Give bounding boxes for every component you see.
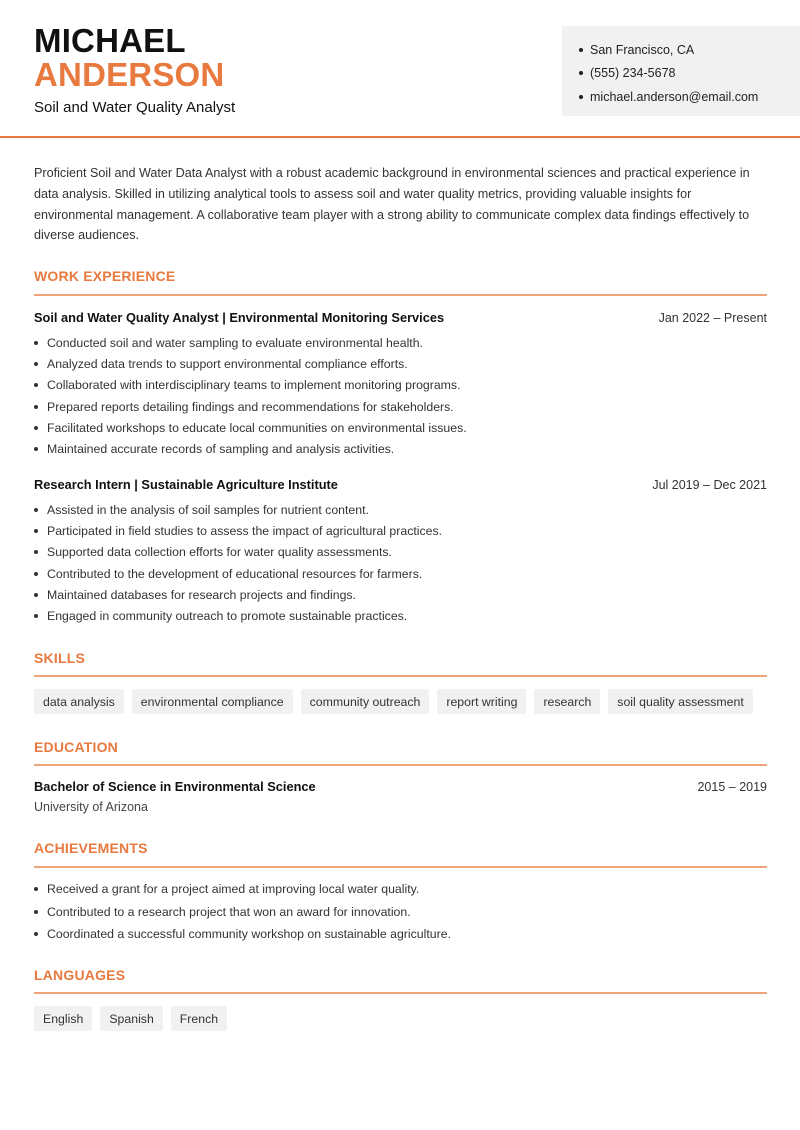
bullet-icon: [34, 910, 38, 914]
bullet-icon: [34, 341, 38, 345]
language-tag: English: [34, 1006, 92, 1031]
work-entry-title: Research Intern | Sustainable Agriculture Institute: [34, 477, 338, 492]
bullet-icon: [34, 550, 38, 554]
education-school: University of Arizona: [34, 800, 148, 814]
section-divider: [34, 992, 767, 994]
bullet-icon: [34, 508, 38, 512]
list-item-text: Contributed to a research project that won an award for innovation.: [47, 904, 411, 919]
section-divider: [34, 764, 767, 766]
bullet-icon: [34, 593, 38, 597]
bullet-icon: [34, 362, 38, 366]
section-divider: [34, 294, 767, 296]
bullet-icon: [34, 447, 38, 451]
list-item-text: Facilitated workshops to educate local communities on environmental issues.: [47, 420, 467, 435]
section-divider: [34, 866, 767, 868]
bullet-icon: [34, 426, 38, 430]
list-item: [34, 878, 767, 900]
job-title: Soil and Water Quality Analyst: [34, 99, 236, 116]
contact-location-text: San Francisco, CA: [590, 42, 695, 57]
languages-section-title: LANGUAGES: [34, 967, 126, 983]
list-item: [34, 563, 767, 584]
bullet-icon: [34, 572, 38, 576]
list-item-text: Contributed to the development of educational resources for farmers.: [47, 566, 423, 581]
skill-tag: research: [534, 689, 600, 714]
list-item-text: Conducted soil and water sampling to evaluate environmental health.: [47, 335, 423, 350]
contact-box: [562, 26, 800, 116]
contact-location: [579, 38, 800, 62]
contact-email-text: michael.anderson@email.com: [590, 89, 759, 104]
bullet-icon: [34, 383, 38, 387]
work-entry-bullets: [34, 332, 767, 460]
list-item-text: Maintained databases for research projects and findings.: [47, 587, 356, 602]
list-item-text: Engaged in community outreach to promote sustainable practices.: [47, 609, 408, 624]
section-divider: [34, 675, 767, 677]
list-item-text: Assisted in the analysis of soil samples for nutrient content.: [47, 502, 369, 517]
bullet-icon: [34, 887, 38, 891]
bullet-icon: [579, 95, 583, 99]
work-section-title: WORK EXPERIENCE: [34, 268, 176, 284]
skill-tag: community outreach: [301, 689, 430, 714]
list-item: [34, 353, 767, 374]
contact-phone: [579, 62, 800, 86]
list-item: [34, 923, 767, 945]
list-item: [34, 375, 767, 396]
list-item-text: Analyzed data trends to support environmental compliance efforts.: [47, 356, 408, 371]
education-degree: Bachelor of Science in Environmental Science: [34, 779, 316, 794]
contact-phone-text: (555) 234-5678: [590, 66, 676, 81]
work-entry-header: [34, 310, 767, 325]
work-entry-bullets: [34, 499, 767, 627]
last-name: ANDERSON: [34, 56, 225, 93]
list-item-text: Supported data collection efforts for water quality assessments.: [47, 545, 392, 560]
contact-email: [579, 85, 800, 109]
list-item: [34, 438, 767, 459]
resume-header: [0, 0, 800, 138]
education-section-title: EDUCATION: [34, 739, 118, 755]
list-item: [34, 499, 767, 520]
bullet-icon: [34, 932, 38, 936]
bullet-icon: [34, 529, 38, 533]
education-entry-header: [34, 779, 767, 794]
skills-list: [34, 689, 753, 714]
work-entry-title: Soil and Water Quality Analyst | Environmental Monitoring Services: [34, 310, 445, 325]
skill-tag: report writing: [437, 689, 526, 714]
list-item-text: Prepared reports detailing findings and recommendations for stakeholders.: [47, 399, 454, 414]
skill-tag: data analysis: [34, 689, 124, 714]
work-entry-dates: Jan 2022 – Present: [658, 311, 767, 325]
skill-tag: soil quality assessment: [608, 689, 752, 714]
bullet-icon: [579, 71, 583, 75]
list-item: [34, 542, 767, 563]
bullet-icon: [34, 614, 38, 618]
list-item: [34, 396, 767, 417]
list-item-text: Participated in field studies to assess the impact of agricultural practices.: [47, 523, 443, 538]
education-dates: 2015 – 2019: [697, 780, 767, 794]
work-entry-dates: Jul 2019 – Dec 2021: [652, 478, 767, 492]
list-item-text: Coordinated a successful community workshop on sustainable agriculture.: [47, 926, 451, 941]
skills-section-title: SKILLS: [34, 650, 85, 666]
achievements-list: [34, 878, 767, 945]
list-item-text: Maintained accurate records of sampling and analysis activities.: [47, 442, 395, 457]
summary: Proficient Soil and Water Data Analyst with a robust academic background in environmental sciences and practical experience in data analysis. Skilled in utilizing analytical tools to assess soil and water quality metrics, providing valuable insights for environmental management. A collaborative team player with a strong ability to communicate complex data findings effectively to diverse audiences.: [34, 166, 750, 243]
achievements-section-title: ACHIEVEMENTS: [34, 840, 148, 856]
bullet-icon: [34, 405, 38, 409]
list-item: [34, 900, 767, 922]
list-item: [34, 520, 767, 541]
bullet-icon: [579, 48, 583, 52]
list-item-text: Collaborated with interdisciplinary teams to implement monitoring programs.: [47, 378, 461, 393]
language-tag: Spanish: [100, 1006, 162, 1031]
work-entry-header: [34, 477, 767, 492]
skill-tag: environmental compliance: [132, 689, 293, 714]
first-name: MICHAEL: [34, 22, 186, 59]
list-item: [34, 417, 767, 438]
language-tag: French: [171, 1006, 227, 1031]
list-item-text: Received a grant for a project aimed at improving local water quality.: [47, 882, 420, 897]
list-item: [34, 332, 767, 353]
list-item: [34, 584, 767, 605]
languages-list: [34, 1006, 227, 1031]
list-item: [34, 605, 767, 626]
